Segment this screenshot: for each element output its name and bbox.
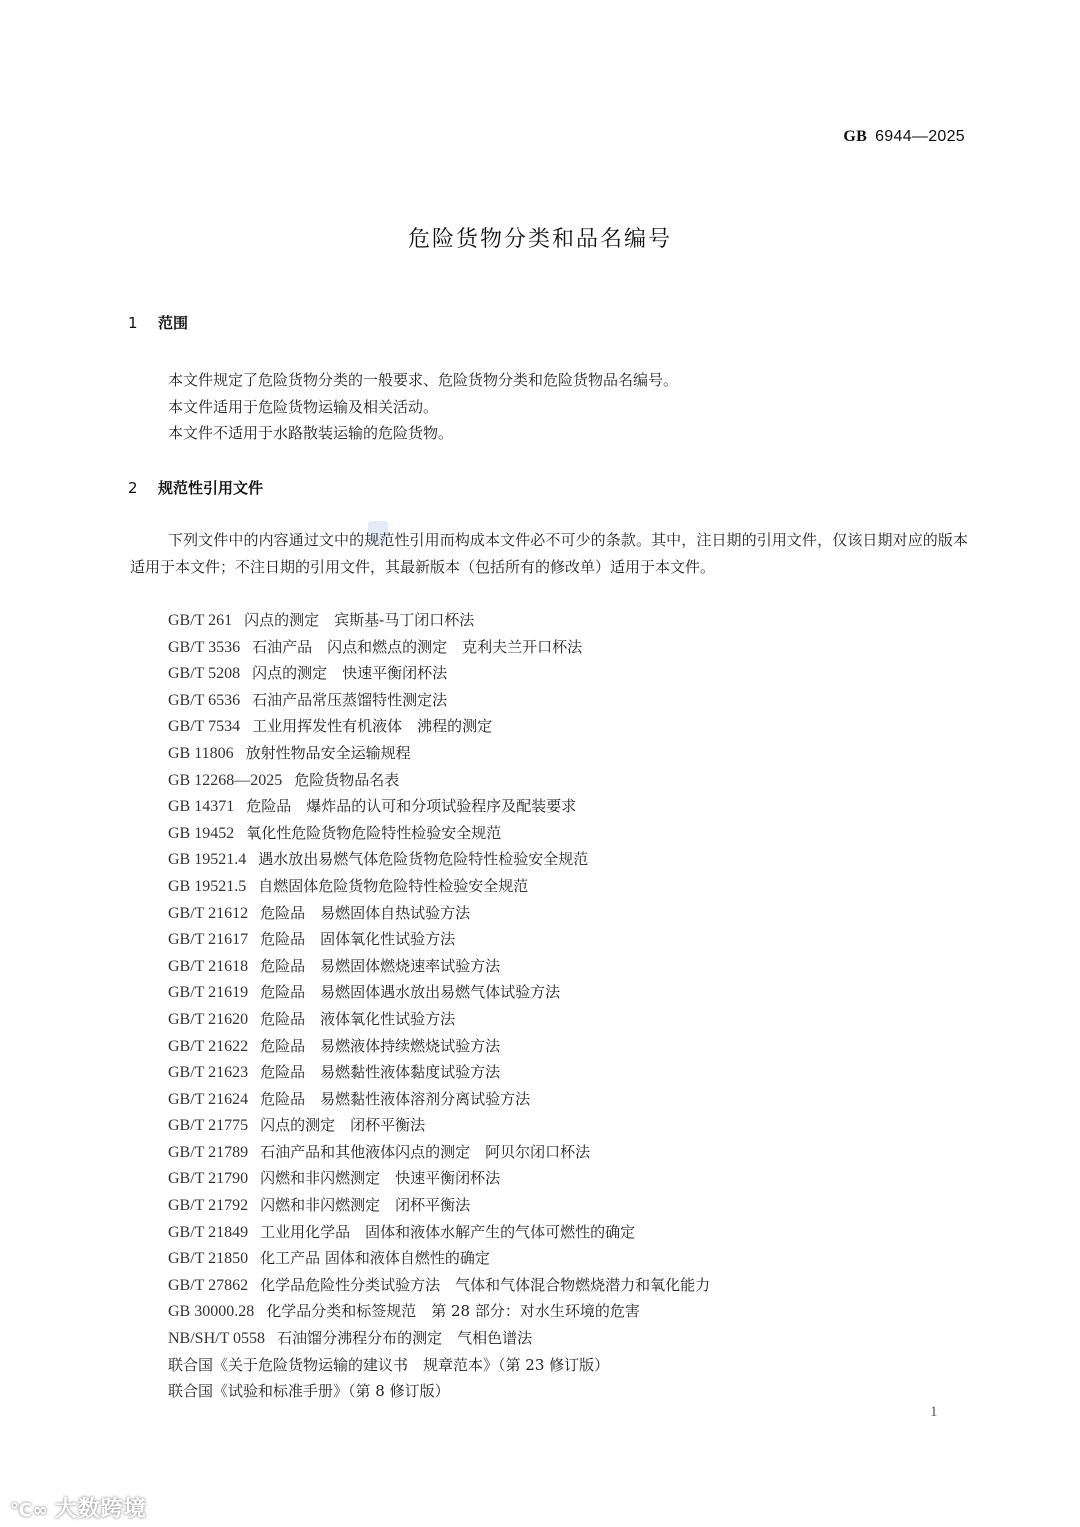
reference-title: 化学品分类和标签规范 第 28 部分：对水生环境的危害	[266, 1302, 640, 1321]
reference-code: GB 19452	[168, 824, 235, 842]
standard-code	[843, 128, 965, 146]
reference-title: 放射性物品安全运输规程	[245, 743, 411, 762]
reference-item	[168, 1298, 710, 1325]
reference-code: GB/T 7534	[168, 718, 241, 736]
reference-code: GB 14371	[168, 798, 235, 816]
section-number: 1	[128, 314, 138, 332]
reference-item	[168, 1192, 710, 1219]
reference-item	[168, 979, 710, 1006]
reference-title: 闪燃和非闪燃测定 快速平衡闭杯法	[260, 1169, 501, 1188]
reference-title: 危险品 固体氧化性试验方法	[260, 930, 456, 949]
reference-item	[168, 1112, 710, 1139]
reference-title: 危险品 液体氧化性试验方法	[260, 1009, 456, 1028]
reference-code: GB/T 21619	[168, 984, 249, 1002]
reference-code: GB/T 21623	[168, 1064, 249, 1082]
reference-item	[168, 687, 710, 714]
reference-title: 危险品 易燃黏性液体溶剂分离试验方法	[260, 1089, 531, 1108]
reference-title: 自燃固体危险货物危险特性检验安全规范	[258, 876, 529, 895]
reference-item	[168, 713, 710, 740]
reference-title: 危险品 爆炸品的认可和分项试验程序及配装要求	[246, 797, 577, 816]
reference-item	[168, 1059, 710, 1086]
reference-code: NB/SH/T 0558	[168, 1330, 266, 1348]
watermark	[10, 1492, 147, 1523]
page-number: 1	[930, 1404, 938, 1420]
section-title: 规范性引用文件	[158, 479, 264, 497]
reference-title: 石油馏分沸程分布的测定 气相色谱法	[277, 1329, 533, 1348]
reference-item	[168, 607, 710, 634]
reference-code: GB/T 27862	[168, 1276, 249, 1294]
reference-code: GB/T 21620	[168, 1010, 249, 1028]
reference-title: 闪点的测定 快速平衡闭杯法	[252, 664, 448, 683]
reference-title: 危险品 易燃固体燃烧速率试验方法	[260, 956, 501, 975]
reference-code: GB 19521.4	[168, 851, 247, 869]
reference-title: 闪点的测定 宾斯基-马丁闭口杯法	[244, 611, 475, 629]
reference-title: 化工产品 固体和液体自燃性的确定	[260, 1249, 490, 1268]
section-number: 2	[128, 479, 138, 497]
reference-item	[168, 767, 710, 794]
reference-title: 氧化性危险货物危险特性检验安全规范	[246, 823, 502, 842]
reference-item	[168, 1245, 710, 1272]
reference-code: GB/T 21618	[168, 957, 249, 975]
reference-title: 闪点的测定 闭杯平衡法	[260, 1116, 426, 1135]
reference-code: GB/T 21612	[168, 904, 249, 922]
reference-item	[168, 1219, 710, 1246]
reference-code: GB/T 3536	[168, 638, 241, 656]
reference-code: GB/T 21775	[168, 1117, 249, 1135]
reference-code: GB 30000.28	[168, 1303, 255, 1321]
reference-title: 石油产品和其他液体闪点的测定 阿贝尔闭口杯法	[260, 1142, 591, 1161]
reference-title: 危险品 易燃固体遇水放出易燃气体试验方法	[260, 983, 561, 1002]
reference-code: GB/T 261	[168, 612, 233, 629]
reference-title: 遇水放出易燃气体危险货物危险特性检验安全规范	[258, 850, 589, 869]
section-1-body	[168, 367, 678, 447]
paragraph: 本文件不适用于水路散装运输的危险货物。	[168, 424, 454, 442]
reference-item	[168, 926, 710, 953]
reference-item	[168, 1352, 710, 1379]
reference-title: 石油产品常压蒸馏特性测定法	[252, 690, 448, 709]
reference-code: GB 12268—2025	[168, 771, 283, 789]
reference-item	[168, 634, 710, 661]
paragraph: 本文件规定了危险货物分类的一般要求、危险货物分类和危险货物品名编号。	[168, 371, 679, 389]
watermark-text: 大数跨境	[54, 1497, 147, 1522]
reference-item	[168, 1165, 710, 1192]
standard-number: 6944—2025	[875, 128, 965, 145]
section-1-heading	[128, 312, 188, 333]
reference-code: GB/T 21617	[168, 931, 249, 949]
reference-item	[168, 873, 710, 900]
watermark-logo-icon: ℃∞	[10, 1500, 49, 1521]
reference-item	[168, 1139, 710, 1166]
reference-item	[168, 1325, 710, 1352]
section-2-intro: 下列文件中的内容通过文中的规范性引用而构成本文件必不可少的条款。其中，注日期的引用文件，仅该日期对应的版本适用于本文件；不注日期的引用文件，其最新版本（包括所有的修改单）适用于本文件。	[130, 531, 968, 576]
reference-item	[168, 1378, 710, 1405]
reference-title: 危险货物品名表	[294, 770, 400, 789]
reference-code: GB/T 21624	[168, 1090, 249, 1108]
reference-code: GB/T 5208	[168, 665, 241, 683]
reference-title: 危险品 易燃固体自热试验方法	[260, 903, 471, 922]
reference-title: 联合国《试验和标准手册》（第 8 修订版）	[168, 1382, 450, 1401]
reference-title: 闪燃和非闪燃测定 闭杯平衡法	[260, 1196, 471, 1215]
reference-code: GB/T 21850	[168, 1250, 249, 1268]
reference-item	[168, 953, 710, 980]
reference-list	[168, 607, 710, 1405]
reference-title: 工业用化学品 固体和液体水解产生的气体可燃性的确定	[260, 1222, 636, 1241]
document-title: 危险货物分类和品名编号	[407, 227, 672, 252]
reference-code: GB 11806	[168, 744, 234, 762]
reference-item	[168, 1006, 710, 1033]
reference-title: 工业用挥发性有机液体 沸程的测定	[252, 717, 493, 736]
section-2-heading	[128, 477, 263, 498]
reference-item	[168, 793, 710, 820]
reference-title: 化学品危险性分类试验方法 气体和气体混合物燃烧潜力和氧化能力	[260, 1275, 711, 1294]
reference-code: GB/T 21790	[168, 1170, 249, 1188]
section-title: 范围	[158, 314, 189, 332]
reference-item	[168, 740, 710, 767]
reference-item	[168, 820, 710, 847]
paragraph: 本文件适用于危险货物运输及相关活动。	[168, 397, 439, 416]
reference-code: GB/T 21789	[168, 1143, 249, 1161]
reference-code: GB/T 21622	[168, 1037, 249, 1055]
reference-title: 危险品 易燃黏性液体黏度试验方法	[260, 1063, 501, 1082]
reference-code: GB/T 21849	[168, 1223, 249, 1241]
reference-title: 联合国《关于危险货物运输的建议书 规章范本》（第 23 修订版）	[168, 1355, 610, 1374]
reference-item	[168, 660, 710, 687]
standard-prefix: GB	[843, 128, 868, 145]
reference-item	[168, 900, 710, 927]
reference-title: 危险品 易燃液体持续燃烧试验方法	[260, 1036, 501, 1055]
reference-item	[168, 1272, 710, 1299]
reference-item	[168, 846, 710, 873]
reference-item	[168, 1033, 710, 1060]
reference-code: GB/T 21792	[168, 1197, 249, 1215]
reference-item	[168, 1086, 710, 1113]
reference-title: 石油产品 闪点和燃点的测定 克利夫兰开口杯法	[252, 637, 583, 656]
reference-code: GB 19521.5	[168, 877, 247, 895]
reference-code: GB/T 6536	[168, 691, 241, 709]
